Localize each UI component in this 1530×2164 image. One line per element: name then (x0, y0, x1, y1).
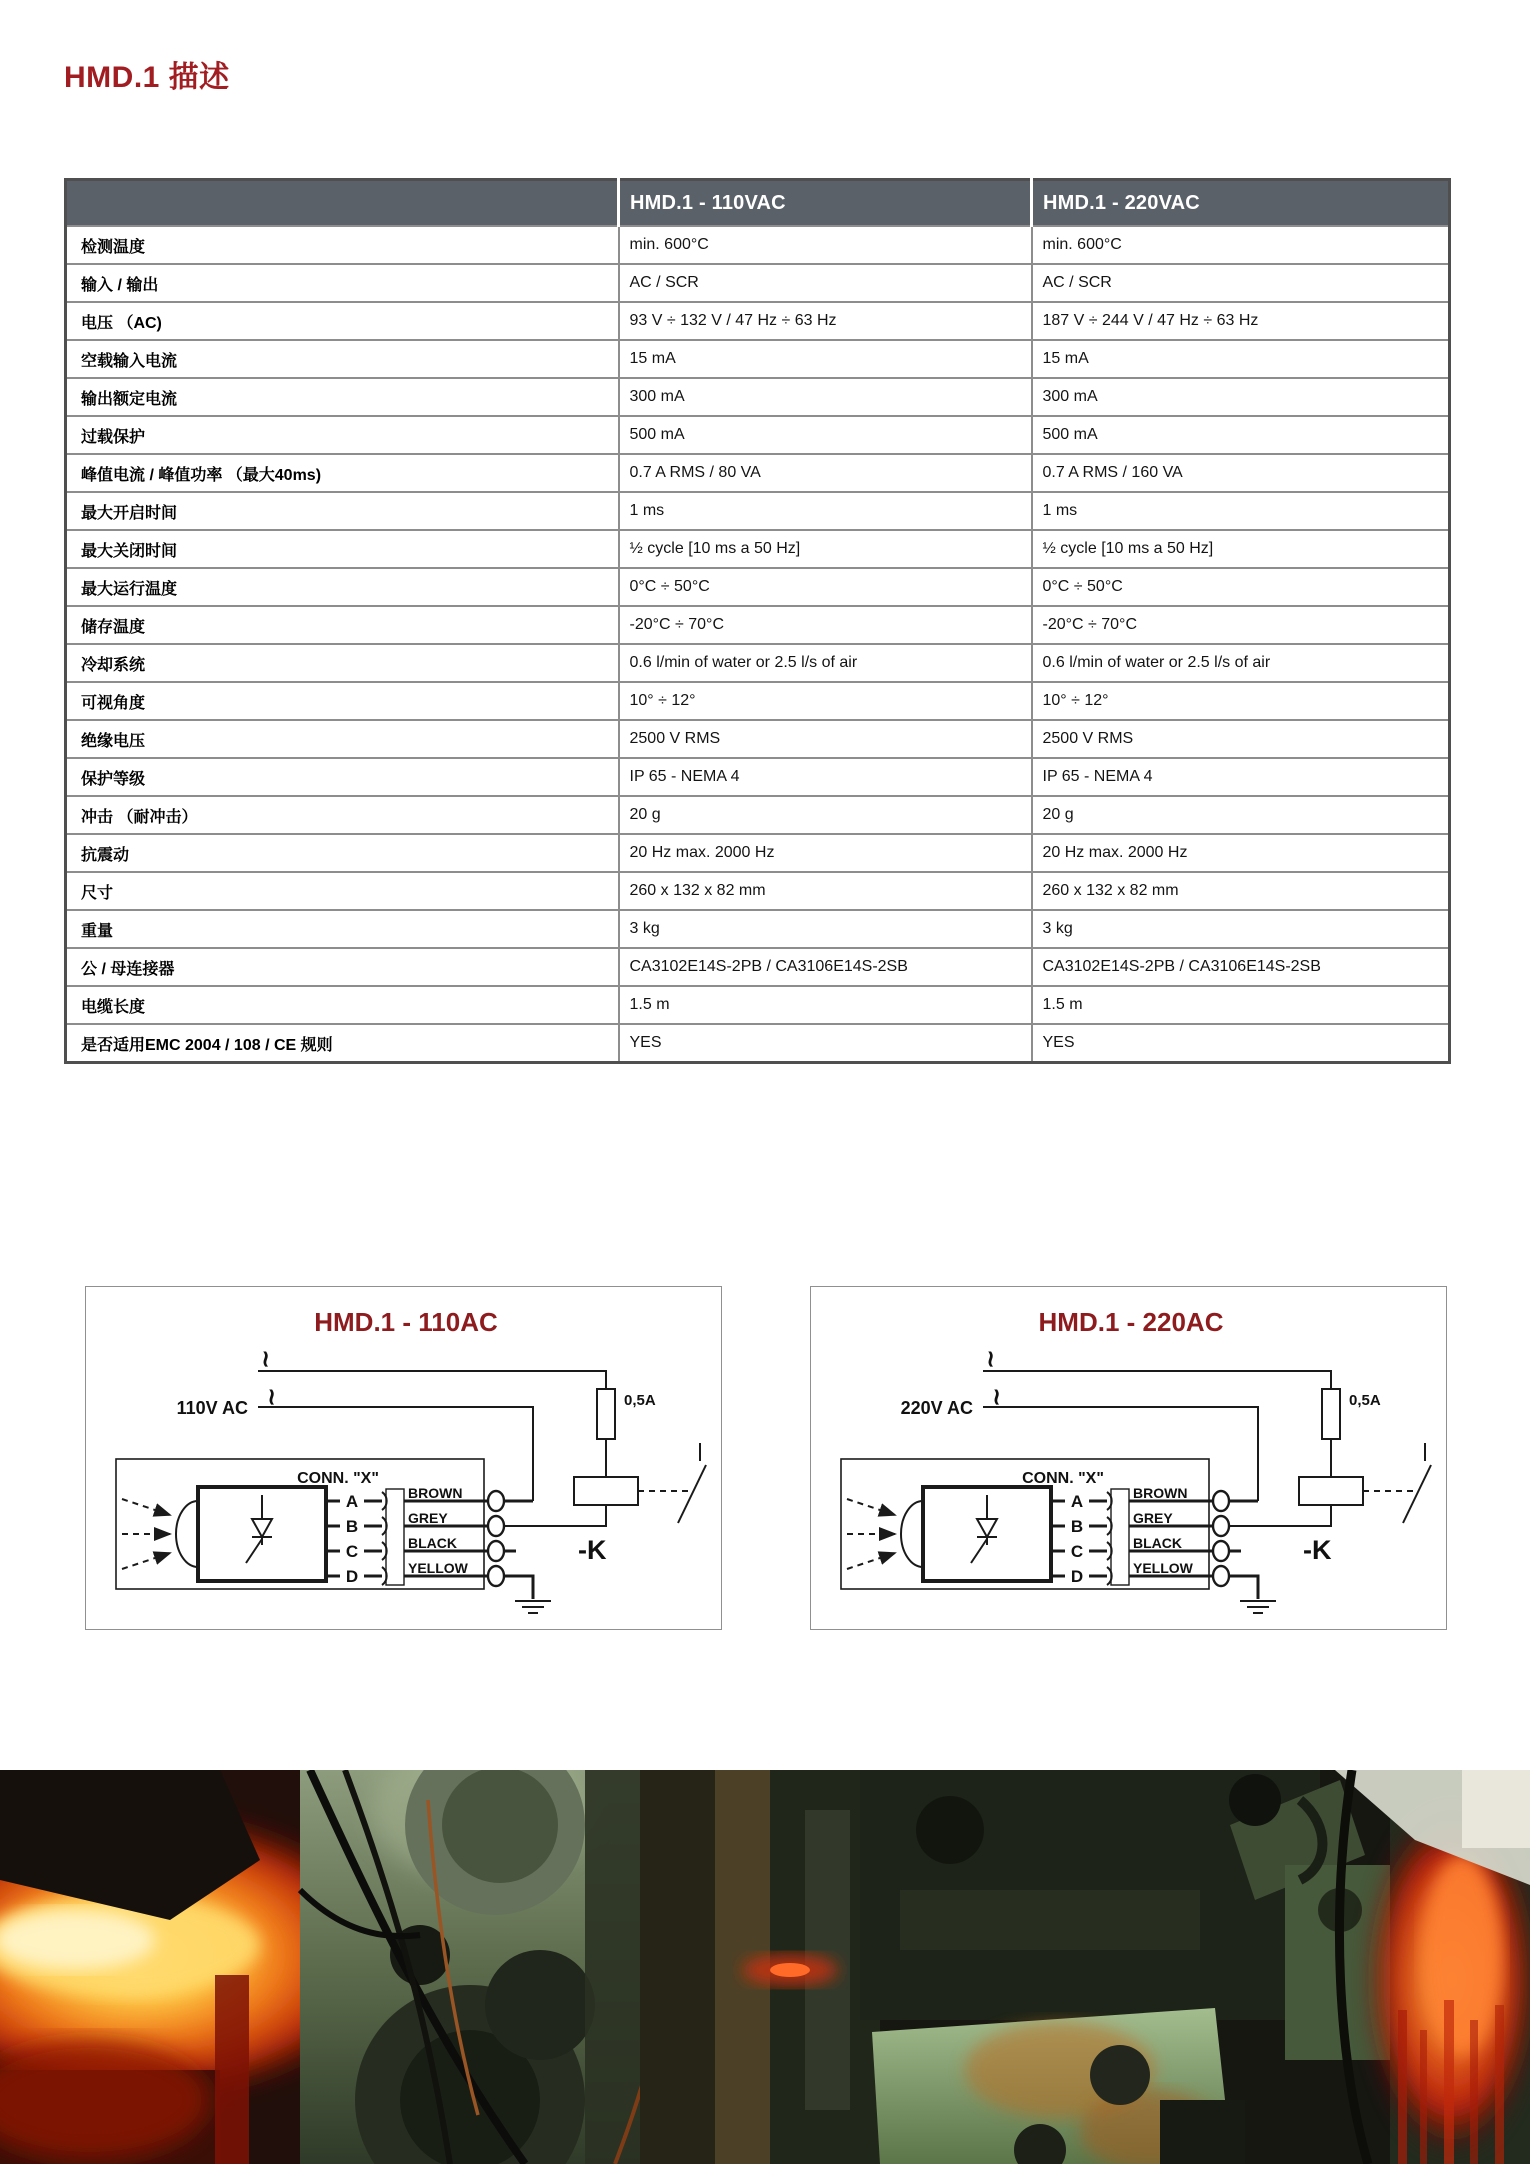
row-label: 最大开启时间 (66, 492, 619, 530)
switch-contact-symbol (678, 1443, 706, 1523)
value-220vac: 3 kg (1032, 910, 1450, 948)
value-220vac: 20 Hz max. 2000 Hz (1032, 834, 1450, 872)
value-220vac: YES (1032, 1024, 1450, 1063)
wiring-diagram-220ac (810, 1286, 1447, 1630)
connector-pins (1051, 1485, 1229, 1586)
table-row (66, 796, 1450, 834)
relay-label: -K (1303, 1535, 1332, 1565)
value-220vac: 187 V ÷ 244 V / 47 Hz ÷ 63 Hz (1032, 302, 1450, 340)
terminal-circle (488, 1491, 504, 1511)
value-220vac: 2500 V RMS (1032, 720, 1450, 758)
connector-label: CONN. "X" (297, 1470, 379, 1487)
mill-photo-illustration (0, 1770, 1530, 2164)
lens-symbol (901, 1501, 923, 1567)
table-row (66, 302, 1450, 340)
table-row (66, 340, 1450, 378)
relay-coil-symbol (1299, 1477, 1363, 1505)
relay-label: -K (578, 1535, 607, 1565)
ground-symbol (515, 1601, 551, 1613)
value-220vac: 20 g (1032, 796, 1450, 834)
row-label: 是否适用EMC 2004 / 108 / CE 规则 (66, 1024, 619, 1063)
wiring-diagram-110ac (85, 1286, 722, 1630)
table-row (66, 910, 1450, 948)
terminal-circle (1213, 1566, 1229, 1586)
pin-letter: B (345, 1517, 359, 1536)
value-110vac: 10° ÷ 12° (619, 682, 1032, 720)
value-110vac: 93 V ÷ 132 V / 47 Hz ÷ 63 Hz (619, 302, 1032, 340)
table-row (66, 644, 1450, 682)
wiring-diagram-220ac-svg (811, 1287, 1446, 1629)
value-220vac: ½ cycle [10 ms a 50 Hz] (1032, 530, 1450, 568)
row-label: 可视角度 (66, 682, 619, 720)
value-110vac: IP 65 - NEMA 4 (619, 758, 1032, 796)
incident-light-arrows (122, 1499, 170, 1569)
value-110vac: min. 600°C (619, 226, 1032, 264)
value-220vac: IP 65 - NEMA 4 (1032, 758, 1450, 796)
row-label: 电缆长度 (66, 986, 619, 1024)
table-row (66, 606, 1450, 644)
pin-bracket (386, 1489, 404, 1585)
table-row (66, 264, 1450, 302)
row-label: 冲击 （耐冲击） (66, 796, 619, 834)
ac-wave-icon: ~ (258, 1387, 286, 1408)
table-row (66, 758, 1450, 796)
value-220vac: -20°C ÷ 70°C (1032, 606, 1450, 644)
value-110vac: AC / SCR (619, 264, 1032, 302)
value-110vac: 1 ms (619, 492, 1032, 530)
wire-color-label: BROWN (1133, 1485, 1188, 1501)
value-220vac: CA3102E14S-2PB / CA3106E14S-2SB (1032, 948, 1450, 986)
value-110vac: 15 mA (619, 340, 1032, 378)
row-label: 峰值电流 / 峰值功率 （最大40ms) (66, 454, 619, 492)
row-label: 绝缘电压 (66, 720, 619, 758)
value-220vac: 10° ÷ 12° (1032, 682, 1450, 720)
terminal-circle (1213, 1516, 1229, 1536)
relay-coil-symbol (574, 1477, 638, 1505)
header-110vac: HMD.1 - 110VAC (619, 180, 1032, 227)
row-label: 检测温度 (66, 226, 619, 264)
wire-color-label: YELLOW (408, 1560, 468, 1576)
wiring-diagram-110ac-svg (86, 1287, 721, 1629)
value-110vac: 0.6 l/min of water or 2.5 l/s of air (619, 644, 1032, 682)
value-220vac: 1.5 m (1032, 986, 1450, 1024)
ground-symbol (1240, 1601, 1276, 1613)
ac-wave-icon: ~ (977, 1349, 1005, 1370)
lens-symbol (176, 1501, 198, 1567)
value-110vac: -20°C ÷ 70°C (619, 606, 1032, 644)
terminal-circle (488, 1566, 504, 1586)
value-220vac: 0°C ÷ 50°C (1032, 568, 1450, 606)
incident-light-arrows (847, 1499, 895, 1569)
header-spec-column (66, 180, 619, 227)
table-row (66, 720, 1450, 758)
row-label: 冷却系统 (66, 644, 619, 682)
value-220vac: min. 600°C (1032, 226, 1450, 264)
fuse-rating-label: 0,5A (624, 1392, 656, 1409)
fuse-rating-label: 0,5A (1349, 1392, 1381, 1409)
row-label: 储存温度 (66, 606, 619, 644)
value-220vac: 0.7 A RMS / 160 VA (1032, 454, 1450, 492)
wire-color-label: GREY (408, 1510, 448, 1526)
value-220vac: 500 mA (1032, 416, 1450, 454)
connector-pins (326, 1485, 504, 1586)
value-110vac: 20 g (619, 796, 1032, 834)
diagram-title: HMD.1 - 110AC (314, 1307, 498, 1337)
value-220vac: 300 mA (1032, 378, 1450, 416)
spec-table-body (66, 226, 1450, 1063)
table-row (66, 378, 1450, 416)
table-row (66, 1024, 1450, 1063)
table-row (66, 454, 1450, 492)
value-110vac: 300 mA (619, 378, 1032, 416)
value-220vac: 0.6 l/min of water or 2.5 l/s of air (1032, 644, 1450, 682)
pin-letter: A (1070, 1492, 1084, 1511)
fuse-symbol (597, 1389, 615, 1439)
pin-letter: D (1070, 1567, 1084, 1586)
row-label: 输入 / 输出 (66, 264, 619, 302)
table-row (66, 948, 1450, 986)
table-row (66, 568, 1450, 606)
table-row (66, 530, 1450, 568)
table-row (66, 492, 1450, 530)
row-label: 最大关闭时间 (66, 530, 619, 568)
terminal-circle (1213, 1541, 1229, 1561)
terminal-circle (1213, 1491, 1229, 1511)
row-label: 电压 （AC) (66, 302, 619, 340)
value-110vac: 0°C ÷ 50°C (619, 568, 1032, 606)
header-220vac: HMD.1 - 220VAC (1032, 180, 1450, 227)
terminal-circle (488, 1541, 504, 1561)
pin-bracket (1111, 1489, 1129, 1585)
pin-letter: C (345, 1542, 359, 1561)
wire-color-label: BROWN (408, 1485, 463, 1501)
value-220vac: 15 mA (1032, 340, 1450, 378)
ac-wave-icon: ~ (252, 1349, 280, 1370)
pin-letter: A (345, 1492, 359, 1511)
wire-color-label: BLACK (408, 1535, 457, 1551)
connector-label: CONN. "X" (1022, 1470, 1104, 1487)
diagram-title: HMD.1 - 220AC (1038, 1307, 1224, 1337)
value-110vac: 3 kg (619, 910, 1032, 948)
table-row (66, 872, 1450, 910)
wire-color-label: GREY (1133, 1510, 1173, 1526)
terminal-circle (488, 1516, 504, 1536)
value-220vac: 260 x 132 x 82 mm (1032, 872, 1450, 910)
pin-letter: C (1070, 1542, 1084, 1561)
row-label: 输出额定电流 (66, 378, 619, 416)
row-label: 尺寸 (66, 872, 619, 910)
row-label: 抗震动 (66, 834, 619, 872)
row-label: 过载保护 (66, 416, 619, 454)
row-label: 最大运行温度 (66, 568, 619, 606)
wire-color-label: BLACK (1133, 1535, 1182, 1551)
table-row (66, 986, 1450, 1024)
value-110vac: YES (619, 1024, 1032, 1063)
pin-letter: B (1070, 1517, 1084, 1536)
table-row (66, 226, 1450, 264)
value-110vac: 1.5 m (619, 986, 1032, 1024)
switch-contact-symbol (1403, 1443, 1431, 1523)
table-row (66, 416, 1450, 454)
value-110vac: 2500 V RMS (619, 720, 1032, 758)
row-label: 空载输入电流 (66, 340, 619, 378)
ac-wave-icon: ~ (983, 1387, 1011, 1408)
fuse-symbol (1322, 1389, 1340, 1439)
row-label: 公 / 母连接器 (66, 948, 619, 986)
value-220vac: 1 ms (1032, 492, 1450, 530)
table-row (66, 682, 1450, 720)
value-110vac: 500 mA (619, 416, 1032, 454)
table-row (66, 834, 1450, 872)
row-label: 重量 (66, 910, 619, 948)
value-110vac: 0.7 A RMS / 80 VA (619, 454, 1032, 492)
value-110vac: ½ cycle [10 ms a 50 Hz] (619, 530, 1032, 568)
value-110vac: 20 Hz max. 2000 Hz (619, 834, 1032, 872)
spec-table (64, 178, 1448, 1064)
page-title: HMD.1 描述 (64, 61, 230, 94)
pin-letter: D (345, 1567, 359, 1586)
mill-photo (0, 1770, 1530, 2164)
row-label: 保护等级 (66, 758, 619, 796)
value-110vac: CA3102E14S-2PB / CA3106E14S-2SB (619, 948, 1032, 986)
value-110vac: 260 x 132 x 82 mm (619, 872, 1032, 910)
wire-color-label: YELLOW (1133, 1560, 1193, 1576)
value-220vac: AC / SCR (1032, 264, 1450, 302)
source-voltage-label: 220V AC (900, 1398, 973, 1418)
table-header-row (66, 180, 1450, 227)
source-voltage-label: 110V AC (176, 1398, 248, 1418)
